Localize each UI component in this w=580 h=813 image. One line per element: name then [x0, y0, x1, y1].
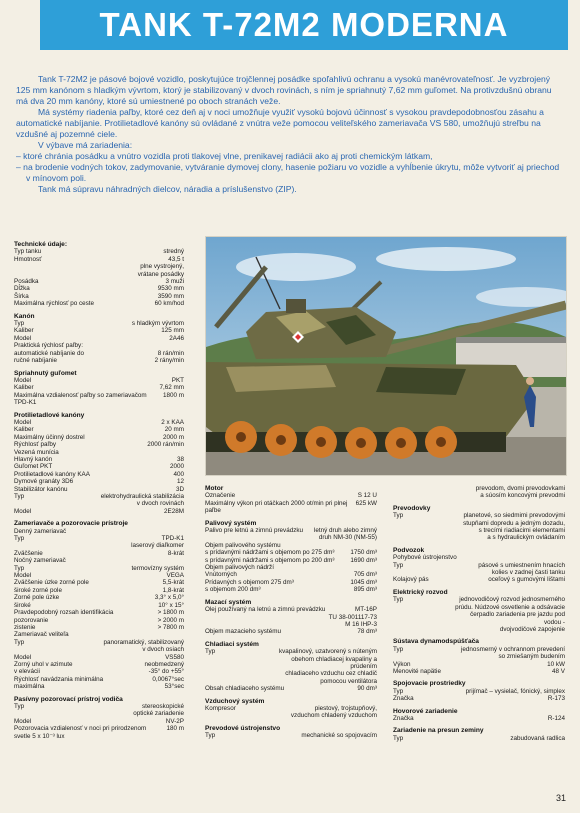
spec-label: Objem palivových nádrží: [205, 564, 274, 572]
spec-row: [14, 463, 184, 470]
spec-label: Maximálny účinný dostrel: [14, 433, 85, 441]
spec-row: [14, 703, 184, 718]
spec-row: [14, 579, 184, 586]
spec-value: 400: [173, 470, 184, 478]
spec-label: široké zorné pole: [14, 586, 62, 594]
spec-value: 2000 rán/min: [147, 441, 184, 449]
spec-section-heading: Motor: [205, 485, 224, 492]
spec-row: [205, 564, 377, 571]
spec-value: s hladkým vývrtom: [131, 320, 184, 328]
spec-row: [14, 486, 184, 493]
spec-label: Dymové granáty 3D6: [14, 478, 74, 486]
spec-label: Model: [14, 653, 32, 661]
spec-section: [14, 696, 184, 740]
spec-value: NV-2P: [165, 717, 184, 725]
spec-label: Model: [14, 717, 32, 725]
spec-value: mechanické so spojovacím: [301, 732, 377, 740]
spec-value: 625 kW: [355, 499, 377, 507]
spec-value: prijímač – vysielač, fónický, simplex: [465, 687, 565, 695]
spec-label: Guľomet PKT: [14, 463, 53, 471]
spec-section-heading: Technické údaje:: [14, 241, 68, 248]
spec-label: Model: [14, 376, 32, 384]
spec-value: planetové, so siedmimi prevodovými stupňami dopredu a jedným dozadu, s trecími riadiacimi elementami a s hydraulickým ovládaním: [463, 512, 565, 542]
spec-row: [14, 293, 184, 300]
spec-label: Typ: [14, 320, 25, 328]
spec-row: [205, 492, 377, 499]
spec-label: Prídavných s objemom 275 dm³: [205, 578, 294, 586]
spec-section: [205, 599, 377, 636]
spec-value: R-124: [547, 714, 565, 722]
spec-label: Kaliber: [14, 327, 34, 335]
spec-row: [14, 639, 184, 654]
spec-section-heading: Elektrický rozvod: [393, 588, 448, 596]
spec-value: stereoskopické optické zariadenie: [133, 702, 184, 718]
spec-label: Typ: [14, 535, 25, 543]
spec-row: [14, 426, 184, 433]
spec-section-heading: Hovorové zariadenie: [393, 707, 458, 715]
spec-value: letný druh alebo zimný druh NM-30 (NM-55): [313, 527, 377, 542]
spec-row: [14, 327, 184, 334]
spec-value: VS580: [165, 653, 184, 661]
spec-section-heading: Prevodovky: [393, 504, 431, 512]
spec-label: Olej používaný na letnú a zimnú prevádzku: [205, 606, 326, 614]
spec-row: [14, 478, 184, 485]
spec-value: jednosmerný v ochrannom prevedení so zmiešaným budením: [461, 645, 565, 661]
spec-label: Dĺžka: [14, 285, 30, 293]
spec-row: [14, 535, 184, 550]
spec-section: [393, 708, 565, 723]
spec-value: 1690 dm³: [350, 556, 377, 564]
spec-row: [14, 624, 184, 631]
spec-value: 1045 dm³: [350, 578, 377, 586]
spec-section: [393, 638, 565, 675]
tank-illustration: [206, 237, 566, 475]
spec-row: [14, 654, 184, 661]
spec-value: kvapalinový, uzatvorený s núteným obehom chladiacej kvapaliny a prúdením chladiaceho vzduchu cez chladič pomocou ventilátora: [278, 648, 377, 685]
spec-value: jednovodičový rozvod jednosmerného prúdu. Núdzové osvetlenie a odsávacie čerpadlo zariadenia pre jazdu pod vodou - dvojvodičové zapojenie: [455, 596, 565, 633]
spec-value: 2E28M: [164, 507, 184, 515]
spec-value: 1800 m: [162, 391, 184, 399]
spec-row: [14, 528, 184, 535]
spec-label: Maximálna vzdialenosť paľby so zameriavačom TPD-K1: [14, 391, 147, 407]
intro-paragraph: Má systémy riadenia paľby, ktoré cez deň aj v noci umožňuje využiť vysokú bojovú účinnosť s vysokou pravdepodobnosťou zásahu a automatické nabíjanie. Protilietadlové kanóny sú ovládané z vnútra veže pomocou veliteľského zameriavača VS 580, umožňujú streľbu na vzdušné aj pozemné ciele.: [16, 107, 544, 139]
spec-row: [14, 441, 184, 448]
spec-label: s objemom 200 dm³: [205, 586, 261, 594]
spec-value: 2 x KAA: [161, 418, 184, 426]
spec-section-heading: Vzduchový systém: [205, 697, 265, 705]
spec-section-heading: Kanón: [14, 312, 35, 320]
spec-row: [393, 554, 565, 561]
spec-row: [14, 617, 184, 624]
spec-row: [393, 735, 565, 742]
spec-row: [205, 606, 377, 628]
spec-section: [14, 520, 184, 690]
spec-row: [14, 550, 184, 557]
spec-value: 38: [176, 455, 184, 463]
spec-row: [205, 500, 377, 515]
spec-section-heading: Palivový systém: [205, 519, 257, 527]
spec-row: [14, 631, 184, 638]
intro-text: [16, 74, 561, 195]
spec-label: Zväčšenie: [14, 549, 43, 557]
spec-section-heading: Prevodové ústrojenstvo: [205, 724, 281, 732]
spec-row: [14, 508, 184, 515]
spec-section-heading: Mazací systém: [205, 598, 252, 606]
spec-row: [14, 668, 184, 675]
spec-label: pozorovanie: [14, 616, 49, 624]
spec-row: [205, 579, 377, 586]
spec-value: zabudovaná radlica: [510, 734, 565, 742]
spec-value: > 2000 m: [157, 616, 184, 624]
spec-label: Typ tanku: [14, 248, 42, 256]
spec-row: [14, 419, 184, 426]
spec-label: Palivo pre letnú a zimnú prevádzku: [205, 527, 304, 535]
intro-paragraph: V výbave má zariadenia:: [38, 140, 133, 150]
spec-label: Typ: [393, 687, 404, 695]
spec-label: Denný zameriavač: [14, 527, 67, 535]
spec-value: piestový, trojstupňový, vzduchom chladený vzduchom: [290, 704, 377, 720]
title-banner: [40, 0, 568, 50]
spec-section: [205, 641, 377, 693]
spec-row: [14, 456, 184, 463]
spec-section-heading: Protilietadlové kanóny: [14, 411, 85, 419]
spec-row: [393, 661, 565, 668]
spec-value: > 1800 m: [157, 609, 184, 617]
spec-value: 43,5 t plne vystrojený, vrátane posádky: [137, 255, 184, 278]
spec-section-heading: Spriahnutý guľomet: [14, 369, 77, 377]
spec-value: 2A46: [169, 334, 184, 342]
spec-label: Značka: [393, 695, 414, 703]
spec-label: Typ: [14, 702, 25, 710]
spec-row: [14, 557, 184, 564]
spec-section: [14, 370, 184, 407]
spec-label: ručné nabíjanie: [14, 357, 58, 365]
spec-section: [393, 485, 565, 500]
spec-value: 2000 m: [162, 433, 184, 441]
spec-value: 20 mm: [164, 426, 184, 434]
spec-value: 53°sec: [164, 683, 184, 691]
page-number: 31: [555, 793, 566, 803]
spec-section-heading: Spojovacie prostriedky: [393, 680, 466, 688]
spec-section-heading: Zameriavače a pozorovacie prístroje: [14, 520, 128, 528]
spec-value: 3,3° x 5,0°: [154, 594, 184, 602]
spec-row: [14, 357, 184, 364]
spec-row: [205, 557, 377, 564]
spec-label: Typ: [205, 732, 216, 740]
spec-label: Stabilizátor kanónu: [14, 485, 68, 493]
spec-row: [14, 248, 184, 255]
spec-row: [14, 377, 184, 384]
spec-section: [393, 680, 565, 702]
spec-label: Kaliber: [14, 426, 34, 434]
spec-section: [14, 241, 184, 308]
spec-row: [14, 683, 184, 690]
spec-value: pásové s umiestnením hnacích kolies v zadnej časti tanku: [478, 561, 565, 577]
spec-row: [393, 576, 565, 583]
spec-row: [14, 350, 184, 357]
spec-label: s prídavnými nádržami s objemom po 275 dm³: [205, 549, 335, 557]
spec-row: [205, 586, 377, 593]
spec-row: [14, 434, 184, 441]
spec-row: [14, 565, 184, 572]
spec-label: Hmotnosť: [14, 255, 42, 263]
spec-row: [393, 715, 565, 722]
spec-section: [205, 725, 377, 740]
spec-label: Typ: [393, 645, 404, 653]
spec-value: -35° do +55°: [148, 668, 184, 676]
spec-label: automatické nabíjanie do: [14, 349, 85, 357]
spec-row: [14, 335, 184, 342]
spec-value: 895 dm³: [353, 586, 377, 594]
spec-value: 10° x 15°: [158, 601, 184, 609]
spec-label: Typ: [393, 734, 404, 742]
spec-label: Model: [14, 334, 32, 342]
spec-label: Typ: [393, 596, 404, 604]
spec-label: Zorné pole úzke: [14, 594, 60, 602]
spec-label: Model: [14, 418, 32, 426]
spec-value: > 7800 m: [157, 623, 184, 631]
specs-middle-column: [205, 480, 377, 740]
spec-label: Model: [14, 507, 32, 515]
spec-row: [14, 342, 184, 349]
spec-row: [393, 485, 565, 500]
spec-value: elektrohydraulická stabilizácia v dvoch rovinách: [100, 493, 184, 508]
spec-label: Typ: [14, 638, 25, 646]
specs-left-column: [14, 236, 184, 740]
spec-label: Protilietadlové kanóny KAA: [14, 470, 90, 478]
spec-row: [14, 449, 184, 456]
spec-section-heading: Chladiaci systém: [205, 640, 259, 648]
intro-paragraph: – na brodenie vodných tokov, zadymovanie, vytváranie dymovej clony, hasenie požiaru vo vozidle a vyhĺbenie úkrytu, môže vytvoriť aj priechod v mínovom poli.: [16, 162, 560, 183]
spec-label: Objem palivového systému: [205, 541, 281, 549]
spec-value: R-173: [547, 695, 565, 703]
spec-label: Kaliber: [14, 384, 34, 392]
spec-label: v elevácii: [14, 668, 40, 676]
spec-value: 5,5-krát: [162, 579, 184, 587]
spec-value: 48 V: [552, 667, 565, 675]
spec-value: 3590 mm: [157, 292, 184, 300]
spec-value: 2 rány/min: [154, 357, 184, 365]
spec-value: prevodom, dvomi prevodovkami a súosím koncovými prevodmi: [475, 485, 565, 500]
spec-row: [205, 628, 377, 635]
spec-label: Pozorovacia vzdialenosť v noci pri prirodzenom svetle 5 x 10⁻³ lux: [14, 725, 147, 740]
intro-paragraph: Tank T-72M2 je pásové bojové vozidlo, poskytujúce trojčlennej posádke spoľahlivú ochranu a vysokú manévrovateľnosť. Je vyzbrojený 125 mm kanónom s hladkým vývrtom, ktorý je stabilizovaný v dvoch rovinách, s ním je spriahnutý 7,62 mm guľomet. Na protivzdušnú obranu má dva 20 mm kanóny, ktoré sú umiestnené po oboch stranách veže.: [16, 74, 552, 106]
spec-row: [205, 549, 377, 556]
spec-row: [14, 384, 184, 391]
spec-row: [205, 705, 377, 720]
spec-label: Obsah chladiaceho systému: [205, 685, 285, 693]
spec-row: [14, 256, 184, 278]
spec-value: 3 muži: [165, 278, 184, 286]
spec-value: termovízny systém: [131, 564, 184, 572]
spec-label: Zameriavač veliteľa: [14, 631, 69, 639]
spec-value: 78 dm³: [357, 628, 377, 636]
spec-row: [205, 542, 377, 549]
spec-row: [14, 725, 184, 740]
spec-label: Zorný uhol v azimute: [14, 660, 73, 668]
spec-label: Rýchlosť navádzania minimálna: [14, 675, 104, 683]
spec-row: [393, 562, 565, 577]
spec-label: Šírka: [14, 292, 29, 300]
spec-value: TPD-K1 laserový diaľkomer: [131, 535, 184, 550]
spec-value: 1,8-krát: [162, 586, 184, 594]
spec-section: [205, 485, 377, 515]
spec-row: [14, 493, 184, 508]
spec-value: 705 dm³: [353, 571, 377, 579]
spec-label: zistenie: [14, 623, 36, 631]
spec-label: Kompresor: [205, 704, 236, 712]
spec-label: Objem mazacieho systému: [205, 628, 281, 636]
spec-value: 8 rán/min: [157, 349, 184, 357]
spec-value: stredný: [163, 248, 184, 256]
spec-label: široké: [14, 601, 31, 609]
spec-label: maximálna: [14, 683, 45, 691]
spec-section: [393, 505, 565, 542]
spec-section: [14, 412, 184, 516]
spec-row: [14, 594, 184, 601]
spec-row: [393, 646, 565, 661]
spec-section: [205, 698, 377, 720]
spec-section-heading: Pasívny pozorovací prístroj vodiča: [14, 695, 123, 703]
spec-section-heading: Zariadenie na presun zeminy: [393, 727, 484, 735]
page-title: TANK T-72M2 MODERNA: [99, 6, 509, 43]
spec-value: S 12 U: [357, 492, 377, 500]
spec-row: [14, 572, 184, 579]
spec-label: Vezená munícia: [14, 448, 59, 456]
spec-label: Hlavný kanón: [14, 455, 53, 463]
spec-value: 7,62 mm: [159, 384, 184, 392]
spec-value: 180 m: [166, 725, 184, 733]
spec-label: Maximálny výkon pri otáčkach 2000 ot/min pri plnej paľbe: [205, 499, 348, 515]
spec-label: Maximálna rýchlosť po ceste: [14, 300, 95, 308]
spec-label: Typ: [393, 561, 404, 569]
spec-value: 3D: [175, 485, 184, 493]
spec-value: 1750 dm³: [350, 549, 377, 557]
spec-row: [14, 320, 184, 327]
spec-label: Menovité napätie: [393, 667, 441, 675]
spec-label: Typ: [14, 493, 25, 500]
intro-paragraph: – ktoré chránia posádku a vnútro vozidla proti tlakovej vlne, prenikavej radiácii ako aj proti chemickým látkam,: [16, 151, 433, 161]
spec-row: [14, 609, 184, 616]
spec-value: 125 mm: [161, 327, 184, 335]
spec-section: [393, 589, 565, 633]
spec-value: 60 km/hod: [154, 300, 184, 308]
spec-label: Rýchlosť paľby: [14, 441, 56, 449]
spec-label: Typ: [393, 512, 404, 520]
spec-section: [393, 547, 565, 584]
spec-row: [14, 285, 184, 292]
spec-label: Výkon: [393, 660, 411, 668]
spec-value: 2000: [169, 463, 184, 471]
spec-row: [14, 676, 184, 683]
spec-row: [393, 668, 565, 675]
spec-label: s prídavnými nádržami s objemom po 200 dm³: [205, 556, 335, 564]
spec-label: Typ: [205, 648, 216, 656]
spec-value: 8-krát: [167, 549, 184, 557]
spec-label: Značka: [393, 714, 414, 722]
spec-row: [205, 685, 377, 692]
spec-label: Vnútorných: [205, 571, 237, 579]
spec-label: [393, 485, 476, 500]
spec-section: [205, 520, 377, 594]
spec-row: [205, 527, 377, 542]
spec-value: oceľový s gumovými lištami: [488, 576, 565, 584]
spec-label: Označenie: [205, 492, 236, 500]
spec-label: Posádka: [14, 278, 39, 286]
spec-row: [14, 392, 184, 407]
spec-label: Kolajový pás: [393, 576, 429, 584]
spec-row: [14, 471, 184, 478]
spec-label: Model: [14, 572, 32, 580]
spec-row: [14, 300, 184, 307]
spec-section-heading: Podvozok: [393, 546, 425, 554]
spec-value: 0,0067°sec: [152, 675, 184, 683]
spec-value: 12: [176, 478, 184, 486]
spec-value: 9530 mm: [157, 285, 184, 293]
spec-value: panoramatický, stabilizovaný v dvoch osiach: [103, 638, 184, 654]
spec-row: [14, 278, 184, 285]
spec-label: Praktická rýchlosť paľby:: [14, 342, 83, 350]
spec-value: 10 kW: [547, 660, 565, 668]
spec-value: neobmedzený: [144, 660, 184, 668]
spec-row: [393, 596, 565, 633]
spec-row: [14, 718, 184, 725]
spec-section: [14, 313, 184, 365]
spec-row: [205, 732, 377, 739]
spec-row: [205, 648, 377, 685]
intro-paragraph: Tank má súpravu náhradných dielcov, náradia a príslušenstvo (ZIP).: [38, 184, 297, 194]
spec-label: Zväčšenie úzke zorné pole: [14, 579, 89, 587]
spec-label: Pravdepodobný rozsah identifikácia: [14, 609, 114, 617]
tank-photo: [205, 236, 567, 476]
spec-row: [393, 695, 565, 702]
spec-row: [393, 512, 565, 542]
spec-section: [393, 727, 565, 742]
spec-row: [393, 688, 565, 695]
spec-value: 90 dm³: [357, 685, 377, 693]
spec-section-heading: Sústava dynamodspúšťača: [393, 638, 479, 646]
spec-label: Typ: [14, 564, 25, 572]
spec-row: [14, 602, 184, 609]
specs-right-column: [393, 480, 565, 742]
spec-value: PKT: [171, 376, 184, 384]
spec-value: VEGA: [166, 572, 184, 580]
spec-row: [205, 571, 377, 578]
spec-label: Nočný zameriavač: [14, 557, 66, 565]
spec-value: MT-16P TU 38-001117-73 M 16 IHP-3: [328, 606, 377, 628]
spec-label: Pohybové ústrojenstvo: [393, 554, 457, 562]
